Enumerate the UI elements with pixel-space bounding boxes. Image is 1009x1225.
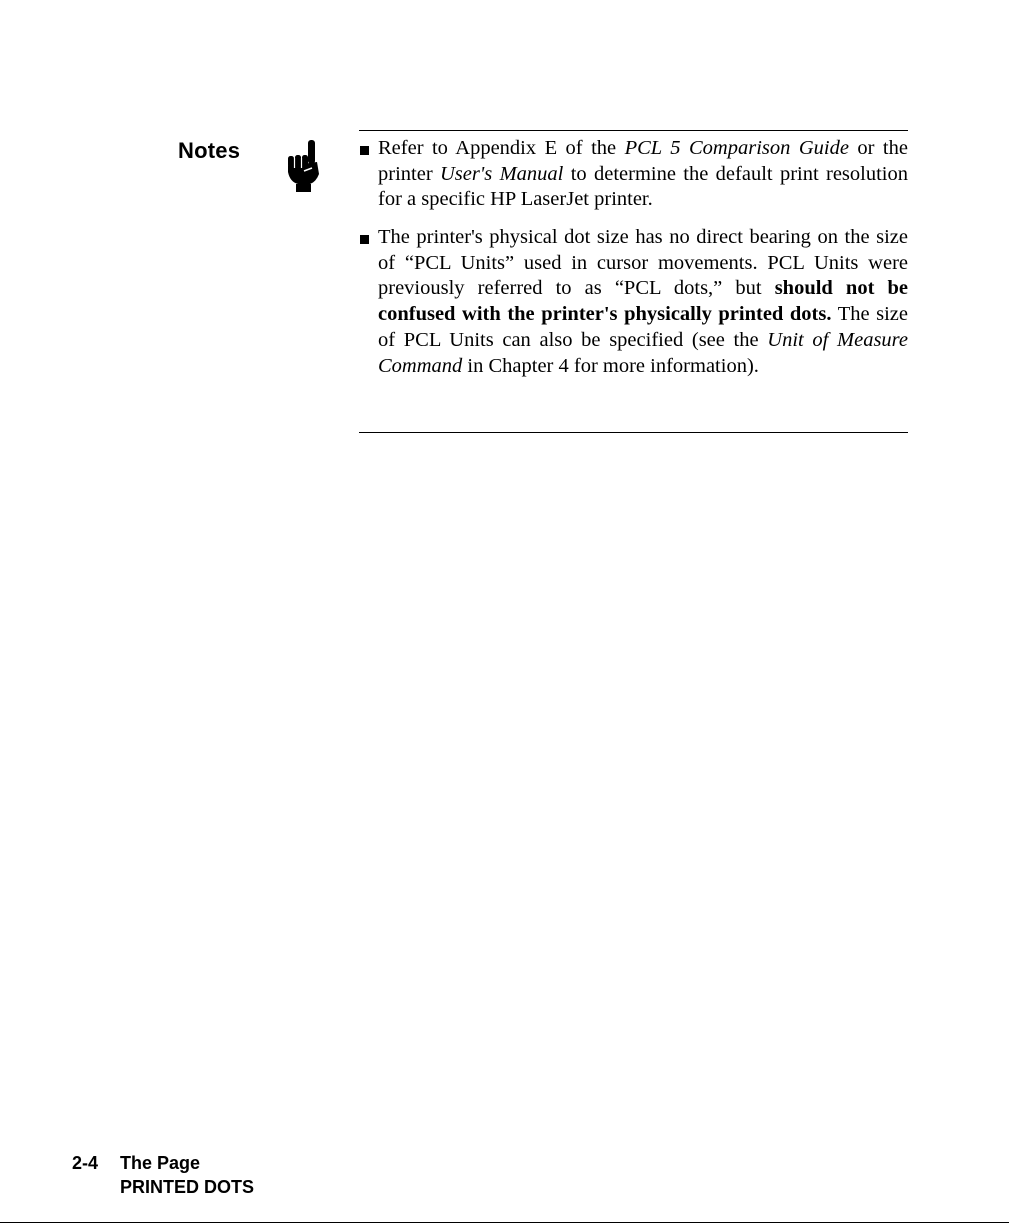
- note-text: The size of PCL Units can also be specified (see the: [378, 303, 909, 351]
- note-item: [378, 225, 908, 379]
- note-text: The printer's physical dot size has no direct bearing on the size of “PCL Units” used in cursor movements. PCL Units were previously referred to as “PCL dots,” but: [378, 226, 908, 300]
- section-title: PRINTED DOTS: [120, 1177, 255, 1197]
- note-text: in Chapter 4 for more information).: [462, 354, 759, 377]
- notes-heading: Notes: [178, 138, 241, 163]
- top-divider: [359, 130, 908, 131]
- note-text: Refer to Appendix E of the: [378, 137, 625, 159]
- bullet-square-icon: [360, 146, 369, 155]
- page-bottom-rule: [0, 1222, 1009, 1223]
- bottom-divider: [359, 432, 908, 433]
- bullet-square-icon: [360, 235, 369, 244]
- command-reference: Unit of Measure Command: [378, 328, 908, 377]
- manual-title: User's Manual: [440, 162, 564, 185]
- emphasis-text: should not be confused with the printer's physically printed dots.: [378, 277, 909, 326]
- note-item: [378, 136, 908, 213]
- note-text: or the printer: [378, 137, 908, 185]
- page-number: 2-4: [72, 1153, 99, 1173]
- guide-title: PCL 5 Comparison Guide: [624, 137, 849, 159]
- pointing-hand-icon: [286, 138, 322, 194]
- chapter-title: The Page: [120, 1153, 201, 1173]
- page-footer: [72, 1151, 254, 1199]
- note-text: to determine the default print resolution for a specific HP LaserJet printer.: [378, 162, 908, 211]
